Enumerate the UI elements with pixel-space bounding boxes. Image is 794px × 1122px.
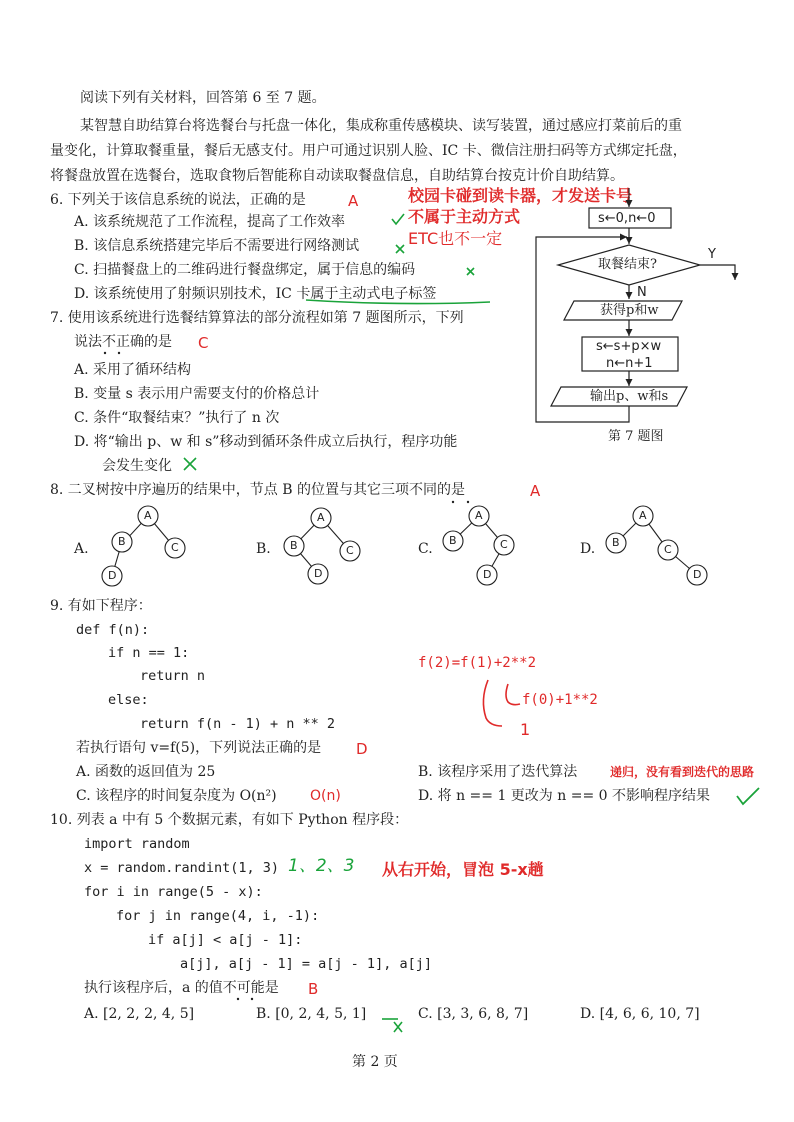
q9-option-a: A. 函数的返回值为 25 [76, 764, 216, 780]
tree-a-node-c: C [171, 541, 179, 554]
q9-option-c: C. 该程序的时间复杂度为 O(n²) [76, 788, 277, 804]
q9-code-5: return f(n - 1) + n ** 2 [140, 716, 336, 732]
flow-no-label: N [637, 285, 647, 300]
q10-code-2: x = random.randint(1, 3) [84, 860, 280, 876]
q9-code-1: def f(n): [76, 622, 150, 638]
tree-b-node-b: B [290, 539, 298, 552]
tree-c-node-d: D [483, 568, 492, 581]
q6-option-c: C. 扫描餐盘上的二维码进行餐盘绑定，属于信息的编码 [74, 262, 416, 278]
q10-code-5: if a[j] < a[j - 1]: [148, 932, 303, 948]
tree-a-node-b: B [118, 535, 126, 548]
q7-option-a: A. 采用了循环结构 [74, 362, 192, 378]
q8-label-b: B. [256, 541, 271, 557]
q9-stem: 9. 有如下程序： [50, 598, 152, 614]
q9-code-4: else: [108, 692, 149, 708]
q9-option-c-note: O(n) [310, 788, 341, 804]
q7-option-d-cont: 会发生变化 [102, 458, 172, 474]
tree-a-node-a: A [144, 509, 152, 522]
q6-option-b: B. 该信息系统搭建完毕后不需要进行网络测试 [74, 238, 360, 254]
tree-d-node-c: C [664, 543, 672, 556]
q9-option-d: D. 将 n == 1 更改为 n == 0 不影响程序结果 [418, 788, 710, 804]
q9-option-b: B. 该程序采用了迭代算法 [418, 764, 578, 780]
q7-answer: C [198, 334, 209, 352]
tree-a-node-d: D [108, 569, 117, 582]
flow-proc1-label: s←s+p×w [596, 339, 662, 354]
q9-trace-2: f(0)+1**2 [522, 692, 598, 708]
q10-code-4: for j in range(4, i, -1): [116, 908, 320, 924]
tree-d-node-d: D [693, 568, 702, 581]
flow-init-label: s←0,n←0 [598, 211, 656, 226]
q8-label-c: C. [418, 541, 433, 557]
q6-option-d: D. 该系统使用了射频识别技术，IC 卡属于主动式电子标签 [74, 286, 437, 302]
q9-code-2: if n == 1: [108, 645, 190, 661]
tree-b-node-c: C [346, 544, 354, 557]
q7-option-d: D. 将“输出 p、w 和 s”移动到循环条件成立后执行，程序功能 [74, 434, 458, 450]
q6-stem: 6. 下列关于该信息系统的说法，正确的是 [50, 192, 306, 208]
intro-text: 阅读下列有关材料，回答第 6 至 7 题。 [80, 90, 326, 106]
flow-output-label: 输出p、w和s [590, 389, 669, 404]
q9-trace-3: 1 [520, 720, 531, 739]
q7-stem-1: 7. 使用该系统进行选餐结算算法的部分流程如第 7 题图所示，下列 [50, 310, 464, 326]
tree-b-node-a: A [317, 511, 325, 524]
q10-option-a: A. [2, 2, 2, 4, 5] [84, 1006, 195, 1022]
q8-answer: A [530, 482, 541, 500]
q10-answer: B [308, 980, 319, 998]
tree-c-node-c: C [500, 538, 508, 551]
q7-option-b: B. 变量 s 表示用户需要支付的价格总计 [74, 386, 320, 402]
q10-option-d: D. [4, 6, 6, 10, 7] [580, 1006, 700, 1022]
q10-stem: 10. 列表 a 中有 5 个数据元素，有如下 Python 程序段： [50, 812, 409, 828]
flow-input-label: 获得p和w [600, 303, 659, 318]
q10-code-1: import random [84, 836, 190, 852]
q6-note-2: 不属于主动方式 [408, 207, 521, 226]
flow-proc2-label: n←n+1 [606, 356, 653, 371]
q6-note-3: ETC也不一定 [408, 229, 503, 248]
tree-c-node-b: B [449, 534, 457, 547]
tree-b-node-d: D [314, 567, 323, 580]
q9-question: 若执行语句 v=f(5)，下列说法正确的是 [76, 740, 322, 756]
page-number: 第 2 页 [352, 1054, 398, 1070]
tree-c-node-a: A [475, 509, 483, 522]
q9-option-b-note: 递归，没有看到迭代的思路 [610, 765, 755, 779]
q9-code-3: return n [140, 668, 206, 684]
material-line-1: 某智慧自助结算台将选餐台与托盘一体化，集成称重传感模块、读写装置，通过感应打菜前后的重 [80, 118, 682, 134]
q6-option-a: A. 该系统规范了工作流程，提高了工作效率 [74, 214, 346, 230]
tree-d-node-b: B [612, 536, 620, 549]
material-line-2: 量变化，计算取餐重量，餐后无感支付。用户可通过识别人脸、IC 卡、微信注册扫码等方式绑定托盘， [50, 143, 687, 159]
q10-note-x: 1、2、3 [288, 856, 355, 876]
flow-cond-label: 取餐结束? [598, 257, 657, 272]
q7-option-c: C. 条件“取餐结束？”执行了 n 次 [74, 410, 280, 426]
q10-option-b: B. [0, 2, 4, 5, 1] [256, 1006, 367, 1022]
q8-label-a: A. [74, 541, 89, 557]
tree-d-node-a: A [639, 509, 647, 522]
q10-question: 执行该程序后，a 的值不可能是 [84, 980, 279, 996]
q6-answer: A [348, 192, 359, 210]
q7-stem-2: 说法不正确的是 [74, 334, 172, 350]
q10-code-3: for i in range(5 - x): [84, 884, 263, 900]
q8-stem: 8. 二叉树按中序遍历的结果中，节点 B 的位置与其它三项不同的是 [50, 482, 465, 498]
material-line-3: 将餐盘放置在选餐台，选取食物后智能称自动读取餐盘信息，自助结算台按克计价自助结算。 [50, 168, 624, 184]
q8-label-d: D. [580, 541, 596, 557]
q9-answer: D [356, 740, 368, 758]
q10-code-6: a[j], a[j - 1] = a[j - 1], a[j] [180, 956, 432, 972]
q6-note-1: 校园卡碰到读卡器，才发送卡号 [408, 186, 633, 205]
q9-trace-1: f(2)=f(1)+2**2 [418, 655, 537, 671]
flow-yes-label: Y [708, 247, 716, 262]
q10-option-c: C. [3, 3, 6, 8, 7] [418, 1006, 529, 1022]
q10-note-loop: 从右开始，冒泡 5-x趟 [382, 860, 544, 879]
flow-caption: 第 7 题图 [608, 429, 664, 444]
